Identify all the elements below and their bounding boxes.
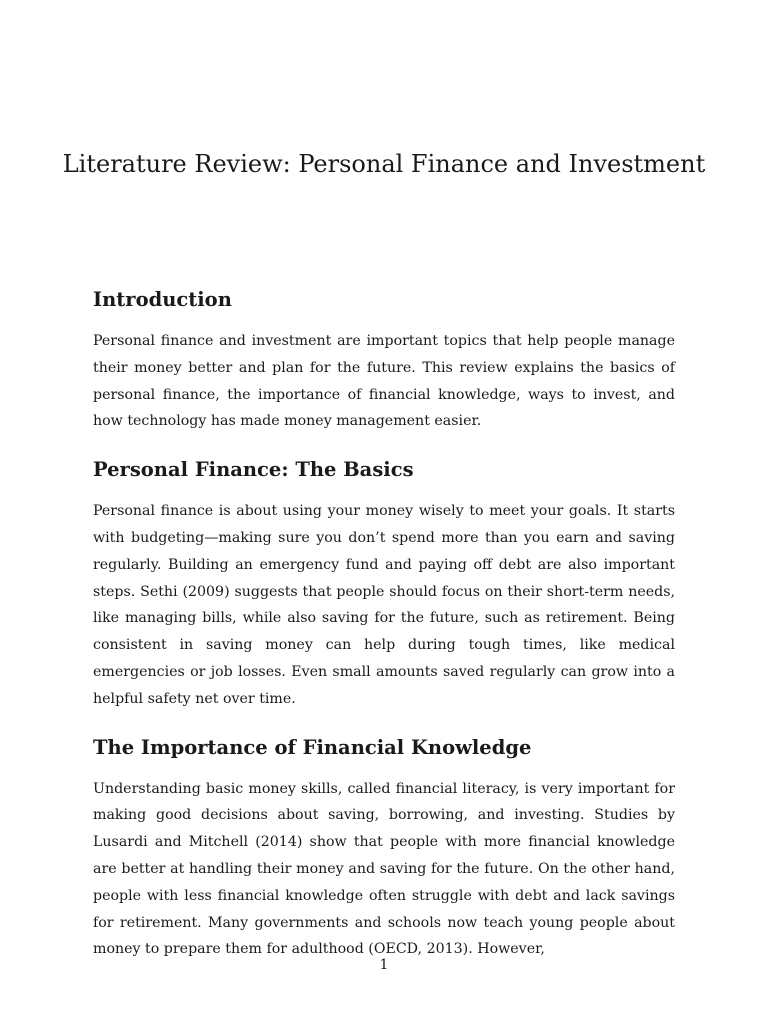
document-title: Literature Review: Personal Finance and Investment — [62, 150, 706, 178]
paragraph: Personal finance and investment are important topics that help people manage their money better and plan for the future. This review explains the basics of personal finance, the importance of financial knowledge, ways to invest, and how technology has made money management easier. — [93, 333, 675, 430]
document-body — [93, 285, 675, 983]
section-financial-knowledge — [93, 733, 675, 964]
section-heading: Introduction — [93, 288, 232, 311]
page-number: 1 — [379, 957, 389, 973]
section-heading: Personal Finance: The Basics — [93, 458, 414, 482]
paragraph: Personal finance is about using your money wisely to meet your goals. It starts with budgeting—making sure you don’t spend more than you earn and saving regularly. Building an emergency fund and paying off debt are also important steps. Sethi (2009) suggests that people should focus on their short-term needs, like managing bills, while also saving for the future, such as retirement. Being consistent in saving money can help during tough times, like medical emergencies or job losses. Even small amounts saved regularly can grow into a helpful safety net over time. — [93, 503, 675, 707]
section-heading: The Importance of Financial Knowledge — [93, 735, 532, 759]
section-introduction — [93, 285, 675, 435]
paragraph: Understanding basic money skills, called financial literacy, is very important for making good decisions about saving, borrowing, and investing. Studies by Lusardi and Mitchell (2014) show that people with more financial knowledge are better at handling their money and saving for the future. On the other hand, people with less financial knowledge often struggle with debt and lack savings for retirement. Many governments and schools now teach young people about money to prepare them for adulthood (OECD, 2013). However, — [93, 780, 675, 958]
section-personal-finance-basics — [93, 455, 675, 712]
